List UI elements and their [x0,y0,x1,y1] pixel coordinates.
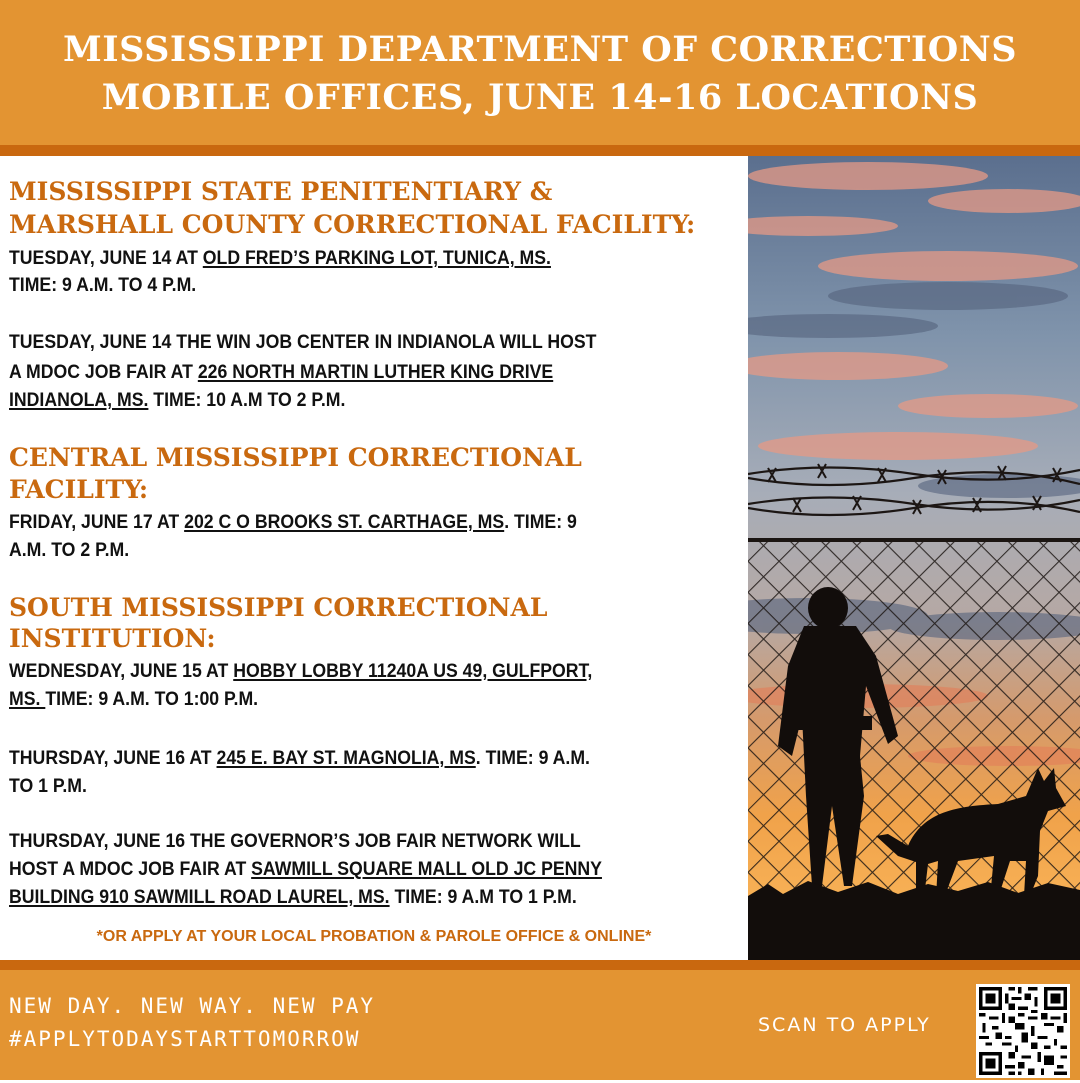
address-link[interactable]: INDIANOLA, MS. [9,390,149,411]
event-text: BUILDING 910 SAWMILL ROAD LAUREL, MS. TIME: 9 A.M TO 1 P.M. [9,887,577,908]
header-banner [0,0,1080,156]
event-time: A.M. TO 2 P.M. [9,540,130,561]
page-title-line-1: MISSISSIPPI DEPARTMENT OF CORRECTIONS [63,29,1017,70]
event-text: TUESDAY, JUNE 14 AT OLD FRED’S PARKING LOT, TUNICA, MS. [9,248,551,269]
event-text: MS. TIME: 9 A.M. TO 1:00 P.M. [9,689,259,710]
event-time: TO 1 P.M. [9,776,87,797]
address-link[interactable]: BUILDING 910 SAWMILL ROAD LAUREL, MS. [9,887,390,908]
address-link[interactable]: 202 C O BROOKS ST. CARTHAGE, MS [184,512,505,533]
event-time: TIME: 9 A.M. TO 4 P.M. [9,275,197,296]
event-text: FRIDAY, JUNE 17 AT 202 C O BROOKS ST. CARTHAGE, MS. TIME: 9 [9,512,577,533]
section-heading-msp-line-1: MISSISSIPPI STATE PENITENTIARY & [9,177,553,206]
qr-code[interactable] [976,984,1070,1078]
event-text: INDIANOLA, MS. TIME: 10 A.M TO 2 P.M. [9,390,346,411]
hashtag: #APPLYTODAYSTARTTOMORROW [9,1027,361,1051]
officer-and-dog-silhouette-image [748,156,1080,960]
event-text: WEDNESDAY, JUNE 15 AT HOBBY LOBBY 11240A US 49, GULFPORT, [9,661,593,682]
event-text: HOST A MDOC JOB FAIR AT SAWMILL SQUARE MALL OLD JC PENNY [9,859,602,880]
event-text: TUESDAY, JUNE 14 THE WIN JOB CENTER IN INDIANOLA WILL HOST [9,332,597,353]
sunset-fence-illustration [748,156,1080,960]
qr-code-graphic [976,984,1070,1078]
event-text: A MDOC JOB FAIR AT 226 NORTH MARTIN LUTHER KING DRIVE [9,362,554,383]
scan-to-apply-label: SCAN TO APPLY [758,1014,931,1036]
content-panel [0,156,748,960]
address-link[interactable]: MS. [9,689,46,710]
address-link[interactable]: 245 E. BAY ST. MAGNOLIA, MS [216,748,476,769]
page-title-line-2: MOBILE OFFICES, JUNE 14-16 LOCATIONS [101,77,979,118]
section-heading-cmcf-line-1: CENTRAL MISSISSIPPI CORRECTIONAL [9,443,582,472]
event-text: THURSDAY, JUNE 16 THE GOVERNOR’S JOB FAIR NETWORK WILL [9,831,581,852]
section-heading-smci-line-1: SOUTH MISSISSIPPI CORRECTIONAL [9,593,548,622]
address-link[interactable]: 226 NORTH MARTIN LUTHER KING DRIVE [197,362,554,383]
address-link[interactable]: HOBBY LOBBY 11240A US 49, GULFPORT, [233,661,593,682]
section-heading-smci-line-2: INSTITUTION: [9,624,216,653]
section-heading-cmcf-line-2: FACILITY: [9,475,149,504]
section-heading-msp-line-2: MARSHALL COUNTY CORRECTIONAL FACILITY: [9,210,696,239]
footer-banner [0,960,1080,1080]
slogan-line-1: NEW DAY. NEW WAY. NEW PAY [9,994,376,1018]
address-link[interactable]: SAWMILL SQUARE MALL OLD JC PENNY [251,859,602,880]
apply-note: *OR APPLY AT YOUR LOCAL PROBATION & PAROLE OFFICE & ONLINE* [96,928,652,945]
event-text: THURSDAY, JUNE 16 AT 245 E. BAY ST. MAGNOLIA, MS. TIME: 9 A.M. [9,748,590,769]
address-link[interactable]: OLD FRED’S PARKING LOT, TUNICA, MS. [202,248,551,269]
